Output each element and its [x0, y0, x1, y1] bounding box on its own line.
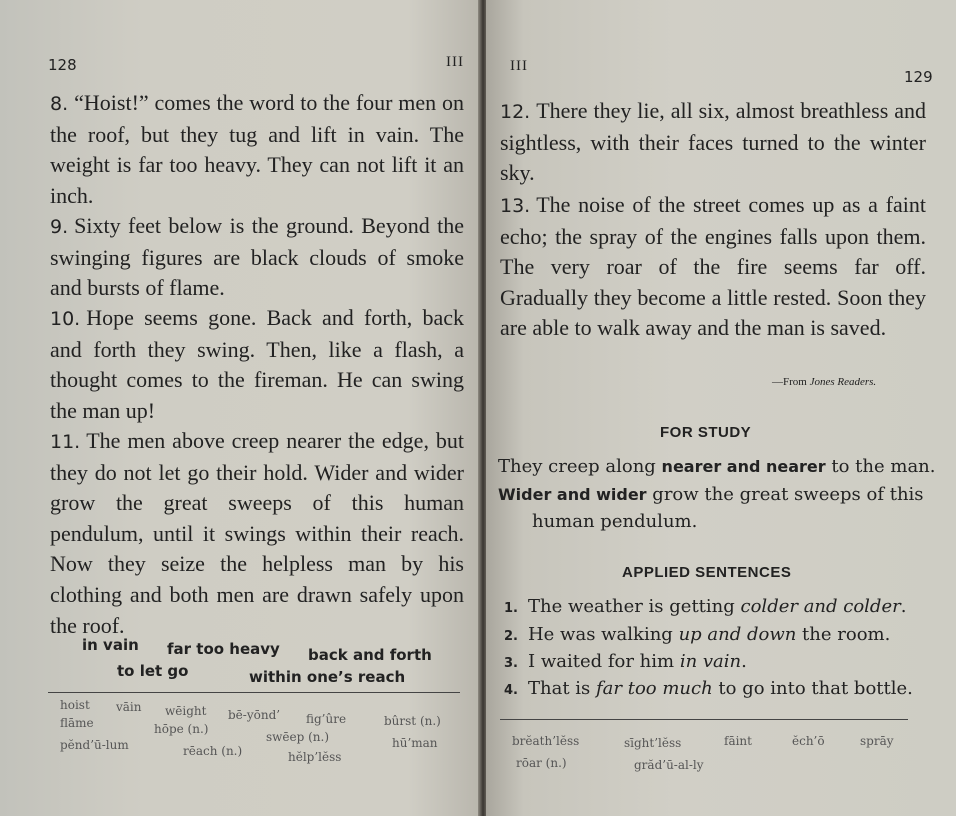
for-study-heading: FOR STUDY [660, 424, 752, 441]
pronunciation-word: sīght’lĕss [624, 736, 682, 750]
pronunciation-word: pĕnd’ū-lum [60, 738, 129, 752]
vocab-phrase: within one’s reach [249, 668, 406, 686]
pronunciation-word: bē-yōnd’ [228, 708, 281, 722]
pronunciation-word: wēight [165, 704, 207, 718]
paragraph-13: 13. The noise of the street comes up as a faint echo; the spray of the engines falls upon them. The very roar of the fire seems far off. Gradually they become a little rested. Soon they are able to walk away and the man is saved. [500, 192, 926, 341]
vocab-phrase: far too heavy [167, 640, 280, 658]
pronunciation-word: rēach (n.) [183, 744, 243, 758]
study-line-1: They creep along nearer and nearer to the man. [498, 456, 936, 477]
applied-sentence: 1. The weather is getting colder and colder. [504, 596, 907, 617]
paragraph-8: 8. “Hoist!” comes the word to the four men on the roof, but they tug and lift in vain. The weight is far too heavy. They can not lift it an inch. [50, 90, 464, 208]
right-page [486, 0, 956, 816]
vocab-phrase: back and forth [308, 646, 432, 664]
applied-sentence: 3. I waited for him in vain. [504, 651, 747, 672]
vocab-phrase: in vain [82, 636, 139, 654]
pronunciation-word: fig’ûre [306, 712, 347, 726]
study-line-2: Wider and wider grow the great sweeps of this [498, 484, 924, 505]
paragraph-11: 11. The men above creep nearer the edge, but they do not let go their hold. Wider and wider grow the great sweeps of this human pendulum, until it swings within their reach. Now they seize the helpless man by his clothing and both men are drawn safely upon the roof. [50, 428, 464, 638]
pronunciation-word: hoist [60, 698, 90, 712]
pronunciation-word: hĕlp’lĕss [288, 750, 342, 764]
applied-sentence: 4. That is far too much to go into that bottle. [504, 678, 913, 699]
page-number-left: 128 [48, 56, 77, 74]
pronunciation-word: vāin [116, 700, 142, 714]
pronunciation-word: grăd’ū-al-ly [634, 758, 704, 772]
pronunciation-word: bûrst (n.) [384, 714, 441, 728]
pronunciation-word: brĕath’lĕss [512, 734, 580, 748]
paragraph-12: 12. There they lie, all six, almost breathless and sightless, with their faces turned to the winter sky. [500, 98, 926, 186]
vocab-phrase: to let go [117, 662, 189, 680]
paragraph-10: 10. Hope seems gone. Back and forth, back and forth they swing. Then, like a flash, a thought comes to the fireman. He can swing the man up! [50, 305, 464, 423]
pronunciation-word: sprāy [860, 734, 894, 748]
divider-rule [500, 719, 908, 720]
divider-rule [48, 692, 460, 693]
pronunciation-word: fāint [724, 734, 752, 748]
pronunciation-word: rōar (n.) [516, 756, 567, 770]
section-marker-left: III [446, 54, 464, 70]
pronunciation-word: flāme [60, 716, 94, 730]
pronunciation-word: hū’man [392, 736, 438, 750]
section-marker-right: III [510, 58, 528, 74]
paragraph-9: 9. Sixty feet below is the ground. Beyond the swinging figures are black clouds of smoke and bursts of flame. [50, 213, 464, 301]
page-number-right: 129 [904, 68, 933, 86]
applied-sentence: 2. He was walking up and down the room. [504, 624, 891, 645]
pronunciation-word: swēep (n.) [266, 730, 330, 744]
pronunciation-word: hōpe (n.) [154, 722, 209, 736]
study-line-3: human pendulum. [532, 511, 698, 532]
applied-sentences-heading: APPLIED SENTENCES [622, 564, 792, 581]
pronunciation-word: ĕch’ō [792, 734, 825, 748]
source-citation: —From Jones Readers. [772, 376, 877, 388]
